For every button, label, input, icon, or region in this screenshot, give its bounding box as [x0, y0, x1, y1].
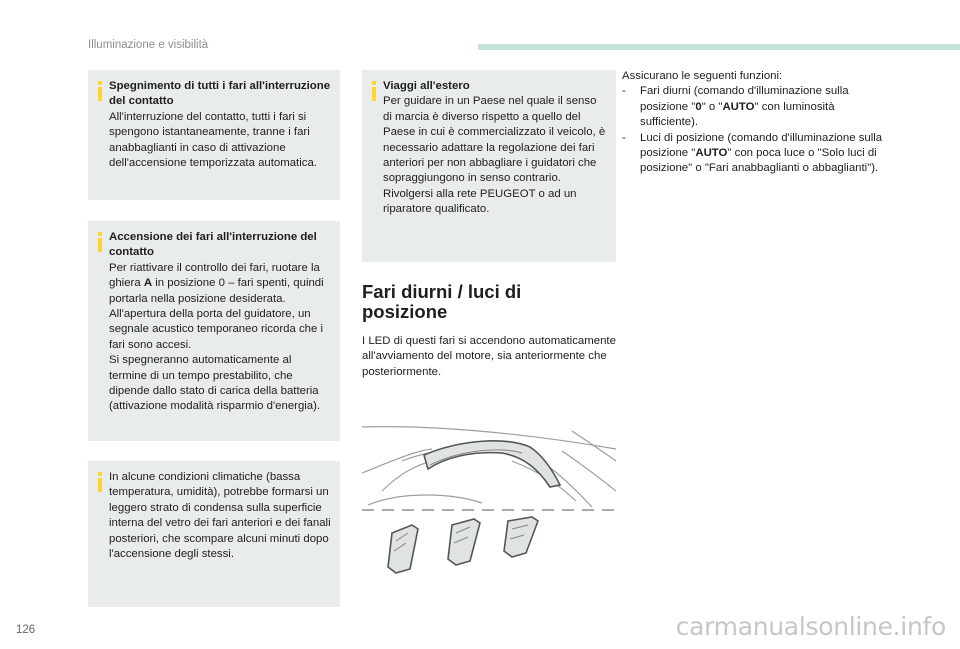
- list-item: [622, 131, 892, 177]
- info-icon: [98, 81, 102, 101]
- led-lights-illustration: [362, 421, 616, 586]
- list-item-text: Luci di posizione (comando d'illuminazione sulla posizione ": [640, 131, 883, 160]
- note-title: Accensione dei fari all'interruzione del contatto: [109, 231, 317, 259]
- note-spegnimento: [88, 70, 340, 200]
- note-viaggi: [362, 70, 616, 262]
- note-text-part: in posizione 0 – fari spenti, quindi portarla nella posizione desiderata. All'apertura della porta del guidatore, un segnale acustico temporaneo ricorda che i fari sono accesi. Si spegneranno automaticamente al termine di un tempo prestabilito, che dipende dallo stato di carica della batteria (attivazione modalità risparmio d'energia).: [109, 277, 324, 413]
- note-title: Spegnimento di tutti i fari all'interruzione del contatto: [109, 80, 331, 108]
- position-label: AUTO: [722, 100, 755, 113]
- list-item-text: Fari diurni (comando d'illuminazione sulla posizione ": [640, 85, 849, 113]
- section-title: Fari diurni / luci di posizione: [362, 281, 522, 322]
- functions-list: [622, 69, 892, 177]
- note-text: [109, 261, 332, 415]
- list-item-text: " con poca luce o "Solo luci di posizione" o "Fari anabbaglianti o abbaglianti").: [640, 147, 879, 175]
- position-label: 0: [695, 100, 702, 113]
- header-accent-bar: [478, 44, 960, 50]
- ring-label: A: [143, 277, 153, 290]
- note-condizioni: [88, 461, 340, 607]
- header-title: Illuminazione e visibilità: [88, 39, 209, 51]
- note-text: In alcune condizioni climatiche (bassa temperatura, umidità), potrebbe formarsi un leggero strato di condensa sulla superficie interna del vetro dei fari anteriori e dei fanali posteriori, che scompare alcuni minuti dopo l'accensione degli stessi.: [109, 471, 331, 561]
- functions-intro: Assicurano le seguenti funzioni:: [622, 70, 783, 82]
- watermark: carmanualsonline.info: [675, 612, 946, 641]
- section-body: I LED di questi fari si accendono automaticamente all'avviamento del motore, sia anteriormente che posteriormente.: [362, 335, 616, 378]
- position-label: AUTO: [695, 147, 728, 160]
- note-text-part: Per riattivare il controllo dei fari, ruotare la ghiera: [109, 261, 320, 290]
- note-accensione: [88, 221, 340, 441]
- info-icon: [98, 232, 102, 252]
- list-item: [622, 84, 892, 130]
- note-text: All'interruzione del contatto, tutti i fari si spengono istantaneamente, tranne i fari anabbaglianti in caso di attivazione dell'accensione temporizzata automatica.: [109, 110, 317, 170]
- note-title: Viaggi all'estero: [383, 80, 470, 92]
- note-text: Per guidare in un Paese nel quale il senso di marcia è diverso rispetto a quello del Paese in cui è commercializzato il veicolo, è necessario adattare la regolazione dei fari anteriori per non abbagliare i guidatori che sopraggiungono in senso contrario. Rivolgersi alla rete PEUGEOT o ad un riparatore qualificato.: [383, 95, 606, 216]
- list-dash: -: [622, 131, 626, 144]
- info-icon: [98, 472, 102, 492]
- drl-lower: [388, 517, 538, 573]
- list-item-text: " o ": [701, 100, 723, 113]
- page-number: 126: [16, 624, 36, 636]
- list-dash: -: [622, 85, 626, 98]
- car-outline: [362, 427, 616, 507]
- drl-upper: [424, 441, 560, 487]
- info-icon: [372, 81, 376, 101]
- list-item-text: " con luminosità sufficiente).: [640, 100, 835, 129]
